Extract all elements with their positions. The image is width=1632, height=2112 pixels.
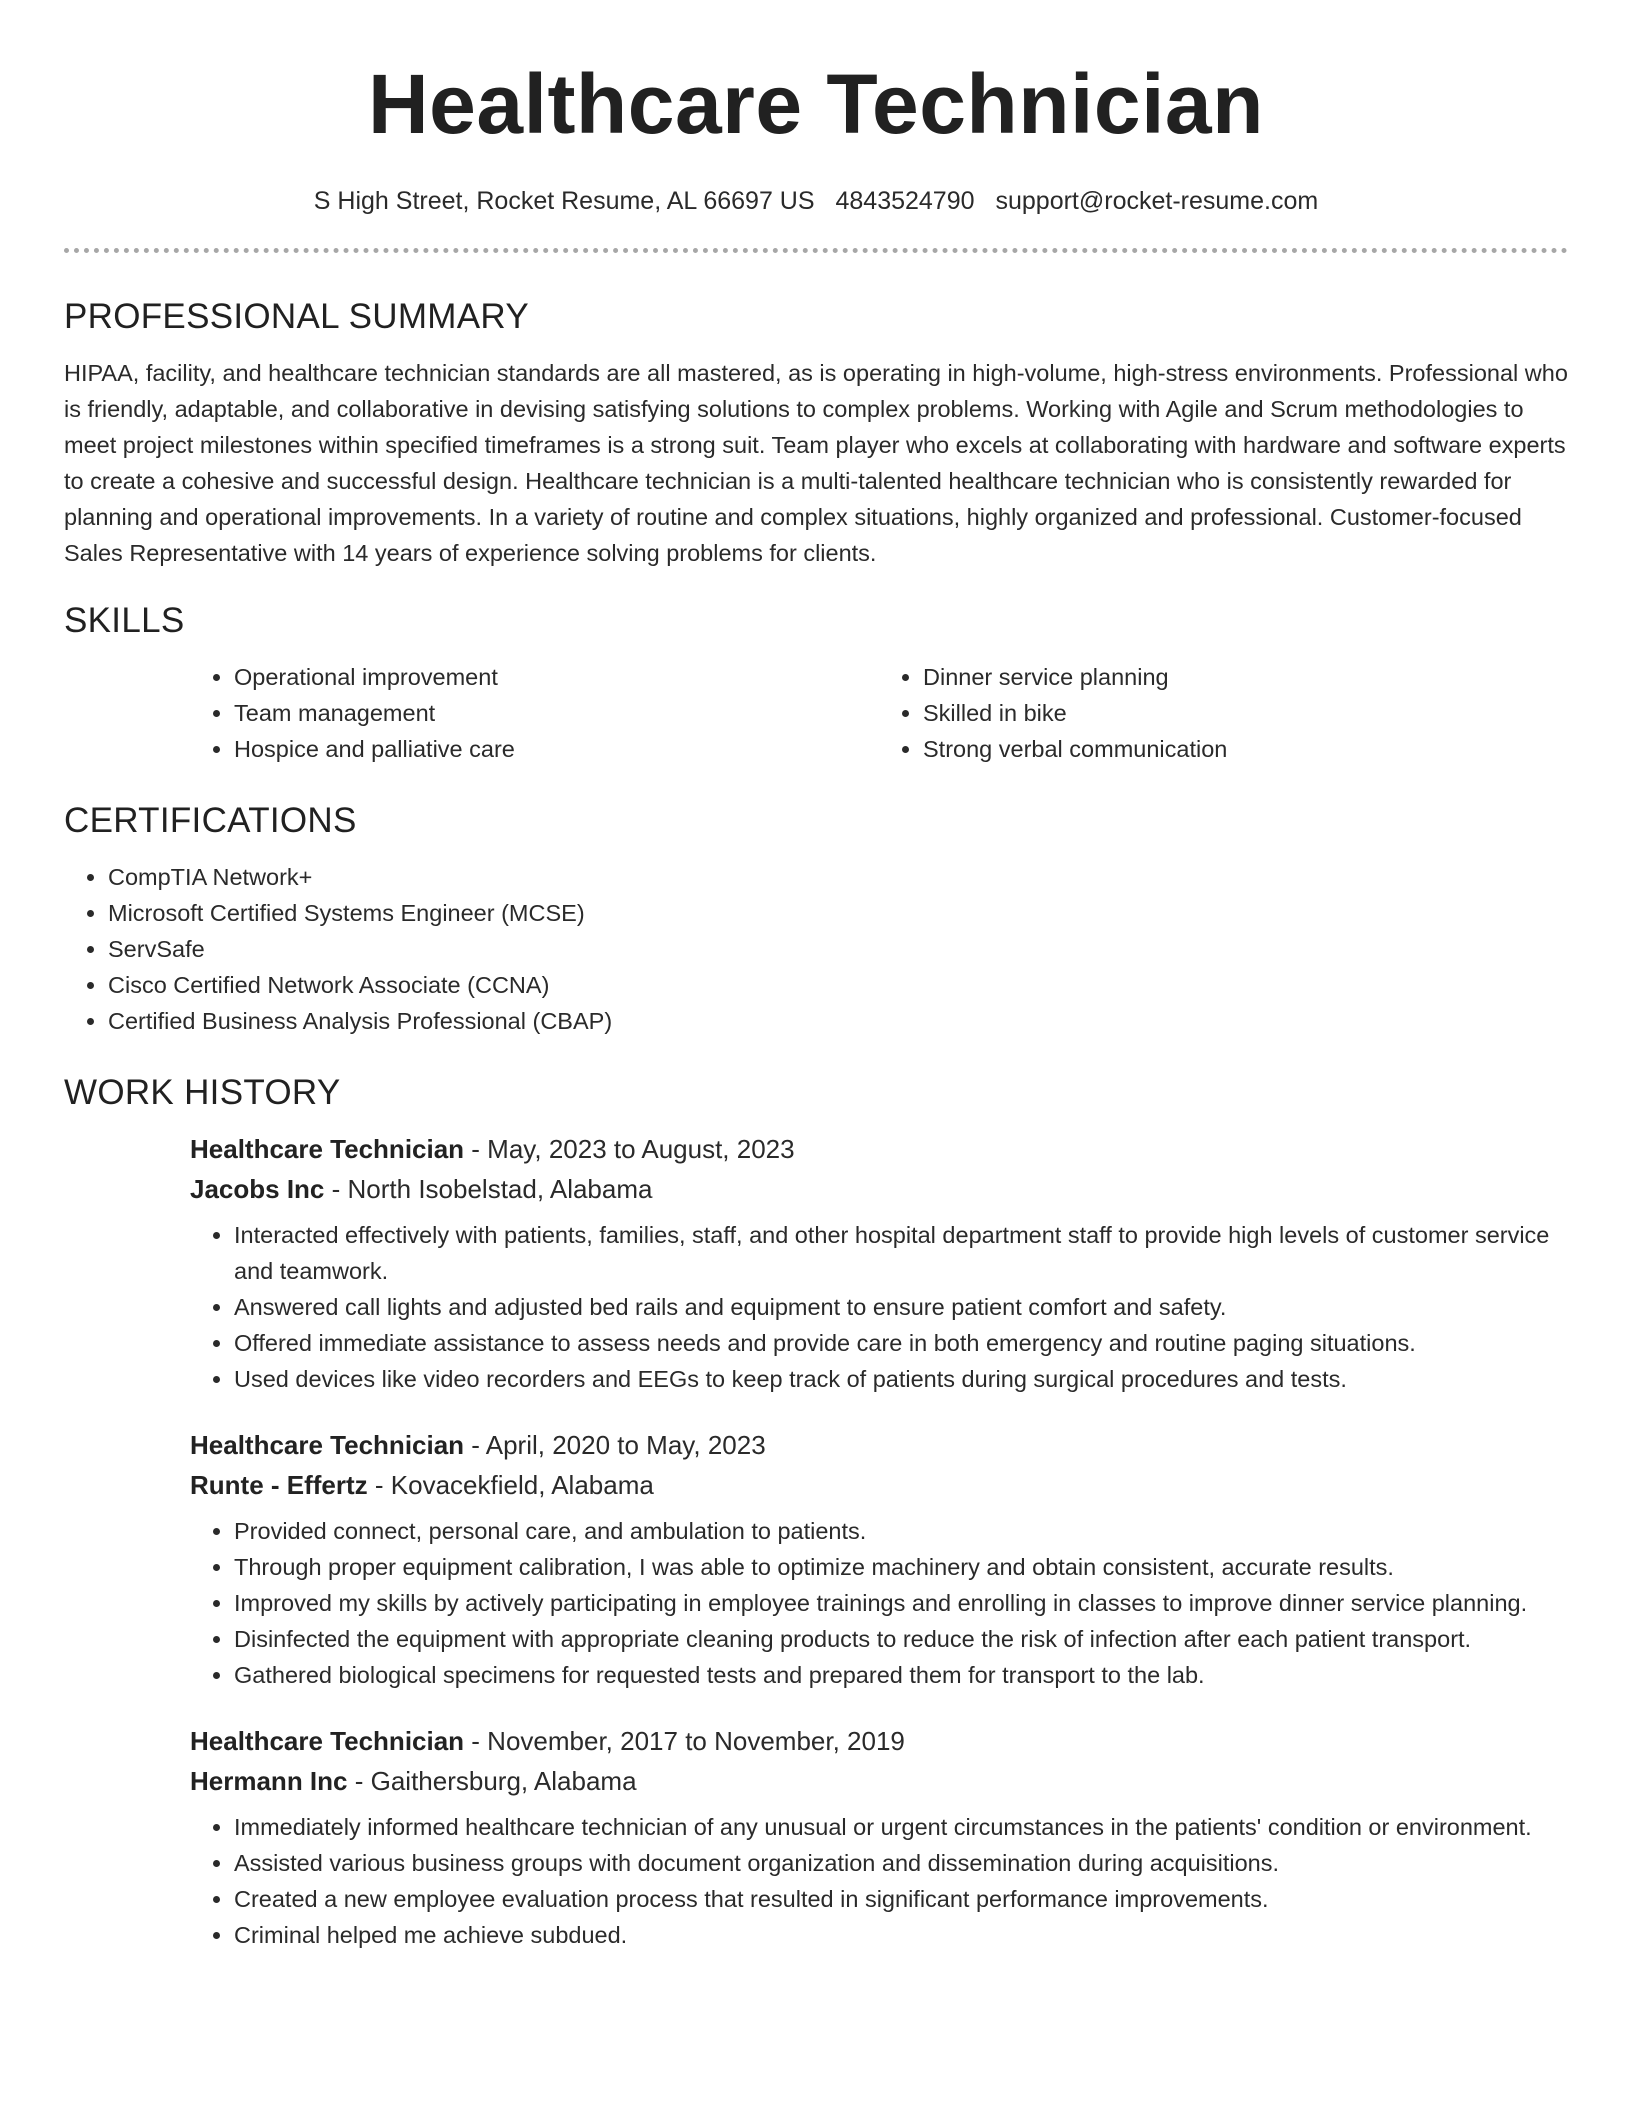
certification-item: • ServSafe bbox=[108, 931, 1568, 967]
resume-page bbox=[64, 0, 1568, 1981]
job-dates: - April, 2020 to May, 2023 bbox=[464, 1430, 766, 1460]
work-history-title: WORK HISTORY bbox=[64, 1073, 341, 1112]
job-bullet: • Through proper equipment calibration, I was able to optimize machinery and obtain consistent, accurate results. bbox=[234, 1549, 1568, 1585]
header-divider bbox=[64, 248, 1568, 253]
job-title: Healthcare Technician bbox=[190, 1134, 465, 1164]
contact-email: support@rocket-resume.com bbox=[995, 187, 1319, 215]
skills-list-right bbox=[879, 659, 1568, 767]
certification-item: • CompTIA Network+ bbox=[108, 859, 1568, 895]
job-company: Jacobs Inc bbox=[190, 1174, 325, 1204]
job-bullet: • Disinfected the equipment with appropriate cleaning products to reduce the risk of infection after each patient transport. bbox=[234, 1621, 1568, 1657]
job-bullet: • Created a new employee evaluation process that resulted in significant performance improvements. bbox=[234, 1881, 1568, 1917]
job-bullets bbox=[190, 1217, 1568, 1397]
job-title: Healthcare Technician bbox=[190, 1430, 465, 1460]
skill-item: • Hospice and palliative care bbox=[234, 731, 879, 767]
certifications-list bbox=[64, 859, 1568, 1039]
job-company-line bbox=[190, 1465, 1568, 1505]
job-bullet: • Used devices like video recorders and EEGs to keep track of patients during surgical procedures and tests. bbox=[234, 1361, 1568, 1397]
job-entry bbox=[190, 1425, 1568, 1693]
contact-phone: 4843524790 bbox=[835, 187, 975, 215]
job-bullet: • Improved my skills by actively participating in employee trainings and enrolling in classes to improve dinner service planning. bbox=[234, 1585, 1568, 1621]
certification-item: • Microsoft Certified Systems Engineer (MCSE) bbox=[108, 895, 1568, 931]
work-history-section bbox=[64, 1071, 1568, 1953]
skill-item: • Team management bbox=[234, 695, 879, 731]
job-entry bbox=[190, 1721, 1568, 1953]
job-title-line bbox=[190, 1425, 1568, 1465]
resume-name: Healthcare Technician bbox=[368, 57, 1264, 151]
job-location: - Gaithersburg, Alabama bbox=[347, 1766, 637, 1796]
job-entry bbox=[190, 1129, 1568, 1397]
skills-title: SKILLS bbox=[64, 601, 185, 640]
certification-item: • Certified Business Analysis Professional (CBAP) bbox=[108, 1003, 1568, 1039]
job-bullet: • Immediately informed healthcare technician of any unusual or urgent circumstances in the patients' condition or environment. bbox=[234, 1809, 1568, 1845]
job-bullet: • Gathered biological specimens for requested tests and prepared them for transport to the lab. bbox=[234, 1657, 1568, 1693]
summary-text: HIPAA, facility, and healthcare technician standards are all mastered, as is operating in high-volume, high-stress environments. Professional who is friendly, adaptable, and collaborative in devising satisfying solutions to complex problems. Working with Agile and Scrum methodologies to meet project milestones within specified timeframes is a strong suit. Team player who excels at collaborating with hardware and software experts to create a cohesive and successful design. Healthcare technician is a multi-talented healthcare technician who is consistently rewarded for planning and operational improvements. In a variety of routine and complex situations, highly organized and professional. Customer-focused Sales Representative with 14 years of experience solving problems for clients. bbox=[64, 360, 1568, 566]
job-location: - North Isobelstad, Alabama bbox=[324, 1174, 653, 1204]
certifications-title: CERTIFICATIONS bbox=[64, 801, 357, 840]
job-company: Runte - Effertz bbox=[190, 1470, 368, 1500]
job-title: Healthcare Technician bbox=[190, 1726, 465, 1756]
job-bullet: • Criminal helped me achieve subdued. bbox=[234, 1917, 1568, 1953]
skill-item: • Strong verbal communication bbox=[923, 731, 1568, 767]
certification-item: • Cisco Certified Network Associate (CCNA) bbox=[108, 967, 1568, 1003]
summary-section bbox=[64, 295, 1568, 571]
job-bullet: • Assisted various business groups with document organization and dissemination during acquisitions. bbox=[234, 1845, 1568, 1881]
job-title-line bbox=[190, 1721, 1568, 1761]
job-bullet: • Offered immediate assistance to assess needs and provide care in both emergency and routine paging situations. bbox=[234, 1325, 1568, 1361]
job-location: - Kovacekfield, Alabama bbox=[367, 1470, 654, 1500]
skill-item: • Operational improvement bbox=[234, 659, 879, 695]
job-bullet: • Answered call lights and adjusted bed rails and equipment to ensure patient comfort and safety. bbox=[234, 1289, 1568, 1325]
job-bullet: • Interacted effectively with patients, families, staff, and other hospital department staff to provide high levels of customer service and teamwork. bbox=[234, 1217, 1568, 1289]
job-company: Hermann Inc bbox=[190, 1766, 348, 1796]
skills-list-left bbox=[190, 659, 879, 767]
job-title-line bbox=[190, 1129, 1568, 1169]
job-bullet: • Provided connect, personal care, and ambulation to patients. bbox=[234, 1513, 1568, 1549]
job-bullets bbox=[190, 1513, 1568, 1693]
job-dates: - November, 2017 to November, 2019 bbox=[464, 1726, 905, 1756]
skills-section bbox=[64, 599, 1568, 767]
job-dates: - May, 2023 to August, 2023 bbox=[464, 1134, 795, 1164]
job-company-line bbox=[190, 1169, 1568, 1209]
contact-address: S High Street, Rocket Resume, AL 66697 US bbox=[313, 187, 815, 215]
job-company-line bbox=[190, 1761, 1568, 1801]
contact-line bbox=[64, 184, 1568, 218]
summary-title: PROFESSIONAL SUMMARY bbox=[64, 297, 529, 336]
skill-item: • Skilled in bike bbox=[923, 695, 1568, 731]
skills-grid bbox=[190, 659, 1568, 767]
certifications-section bbox=[64, 799, 1568, 1039]
job-bullets bbox=[190, 1809, 1568, 1953]
skill-item: • Dinner service planning bbox=[923, 659, 1568, 695]
